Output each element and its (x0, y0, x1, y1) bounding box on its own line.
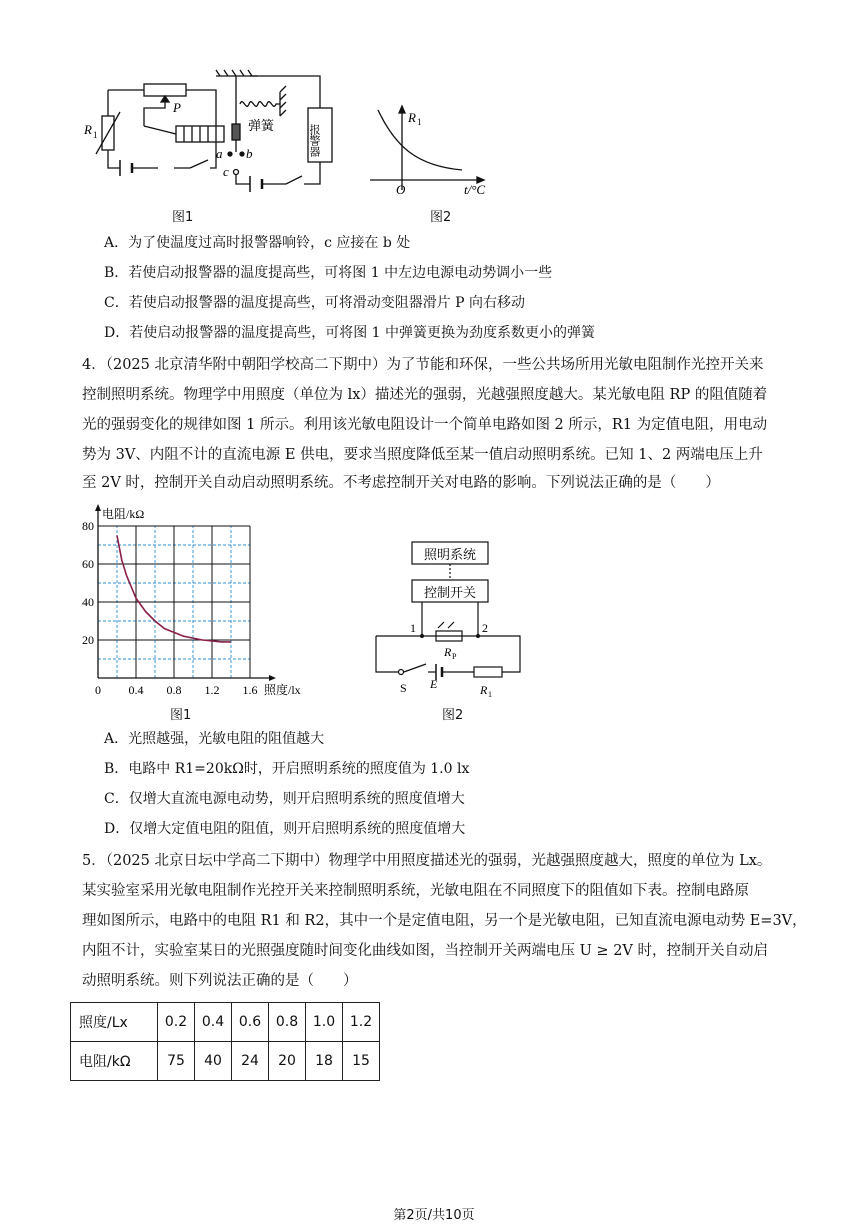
q5-line-1: 5．（2025 北京日坛中学高二下期中）物理学中用照度描述光的强弱，光越强照度越大，照度的单位为 Lx。 (82, 853, 772, 869)
q4-fig2-lighting-label: 照明系统 (423, 547, 477, 562)
y-tick-label: 60 (82, 557, 94, 571)
q3-fig1-r1-sub: 1 (93, 130, 98, 140)
q3-fig1-b-label: b (246, 146, 253, 161)
q5-line-5: 动照明系统。则下列说法正确的是（ ） (82, 973, 358, 989)
q4-line-4: 势为 3V、内阻不计的直流电源 E 供电，要求当照度降低至某一值启动照明系统。已知 1、2 两端电压上升 (82, 447, 763, 463)
q4-fig2-r1-sub: 1 (488, 690, 492, 699)
table-cell: 15 (343, 1042, 380, 1081)
q3-fig2-y-label: R (408, 110, 416, 125)
table-cell: 1.0 (306, 1003, 343, 1042)
x-tick-label: 0.8 (166, 683, 182, 697)
table-cell: 1.2 (343, 1003, 380, 1042)
q4-option-c: C．仅增大直流电源电动势，则开启照明系统的照度值增大 (104, 791, 465, 807)
q3-fig1-caption: 图1 (172, 210, 194, 225)
q4-fig2-circuit (370, 536, 540, 704)
q3-fig1-spring-label: 弹簧 (248, 118, 275, 133)
x-tick-label: 1.6 (242, 683, 258, 697)
table-cell: 0.4 (195, 1003, 232, 1042)
q4-line-1: 4．（2025 北京清华附中朝阳学校高二下期中）为了节能和环保，一些公共场所用光敏电阻制作光控开关来 (82, 357, 764, 373)
y-axis-arrow (95, 504, 101, 511)
q4-line-3: 光的强弱变化的规律如图 1 所示。利用该光敏电阻设计一个简单电路如图 2 所示，R1 为定值电阻，用电动 (82, 417, 768, 433)
y-axis-label: 电阻/kΩ (102, 507, 145, 521)
q3-fig1-alarm-label: 报警器 (308, 124, 320, 157)
q4-fig2-rp-sub: P (452, 652, 457, 661)
q4-line-5: 至 2V 时，控制开关自动启动照明系统。不考虑控制开关对电路的影响。下列说法正确的是（ ） (82, 475, 720, 491)
x-tick-label: 0.4 (128, 683, 144, 697)
q3-fig2-origin: O (396, 182, 406, 197)
y-tick-label: 80 (82, 519, 94, 533)
table-cell: 18 (306, 1042, 343, 1081)
y-tick-label: 40 (82, 595, 94, 609)
table-cell: 40 (195, 1042, 232, 1081)
table-cell: 24 (232, 1042, 269, 1081)
table-cell: 0.6 (232, 1003, 269, 1042)
table-header-resistance: 电阻/kΩ (71, 1042, 158, 1081)
q4-line-2: 控制照明系统。物理学中用照度（单位为 lx）描述光的强弱，光越强照度越大。某光敏电阻 RP 的阻值随着 (82, 387, 768, 403)
q4-fig2-s-label: S (400, 681, 407, 695)
q4-option-b: B．电路中 R1=20kΩ时，开启照明系统的照度值为 1.0 lx (104, 761, 470, 777)
q3-option-d: D．若使启动报警器的温度提高些，可将图 1 中弹簧更换为劲度系数更小的弹簧 (104, 325, 596, 341)
x-tick-label: 0 (95, 683, 101, 697)
q4-fig2-node-1: 1 (410, 621, 416, 635)
x-axis-arrow (269, 675, 276, 681)
q4-option-a: A．光照越强，光敏电阻的阻值越大 (104, 731, 325, 747)
q3-fig2-graph (366, 100, 506, 198)
q3-fig2-x-label: t/°C (464, 182, 486, 197)
q4-option-d: D．仅增大定值电阻的阻值，则开启照明系统的照度值增大 (104, 821, 466, 837)
page-footer: 第2页/共10页 (393, 1208, 475, 1223)
q3-fig1-c-label: c (223, 164, 229, 179)
table-cell: 0.2 (158, 1003, 195, 1042)
table-row (71, 1003, 380, 1042)
table-cell: 0.8 (269, 1003, 306, 1042)
x-tick-label: 1.2 (204, 683, 220, 697)
q4-fig2-control-label: 控制开关 (423, 585, 477, 600)
q4-fig1-caption: 图1 (170, 708, 192, 723)
q4-fig1-chart (72, 498, 332, 704)
table-cell: 20 (269, 1042, 306, 1081)
table-cell: 75 (158, 1042, 195, 1081)
q5-line-3: 理如图所示，电路中的电阻 R1 和 R2，其中一个是定值电阻，另一个是光敏电阻，已知直流电源电动势 E=3V， (82, 913, 807, 929)
q3-fig1-a-label: a (216, 146, 223, 161)
q4-fig2-r1-label: R (480, 683, 488, 697)
q3-option-a: A．为了使温度过高时报警器响铃，c 应接在 b 处 (104, 235, 411, 251)
table-row (71, 1042, 380, 1081)
x-axis-label: 照度/lx (264, 683, 301, 697)
q4-fig2-caption: 图2 (442, 708, 464, 723)
q4-fig2-node-2: 2 (482, 621, 488, 635)
q3-fig2-y-sub: 1 (417, 117, 422, 127)
q3-fig2-caption: 图2 (430, 210, 452, 225)
q4-fig2-e-label: E (430, 677, 438, 691)
y-tick-label: 20 (82, 633, 94, 647)
q5-line-2: 某实验室采用光敏电阻制作光控开关来控制照明系统，光敏电阻在不同照度下的阻值如下表。控制电路原 (82, 883, 749, 899)
q5-lux-table (70, 1002, 380, 1081)
q4-fig2-rp-label: R (444, 645, 452, 659)
q3-fig1-p-label: P (173, 100, 181, 115)
q3-option-b: B．若使启动报警器的温度提高些，可将图 1 中左边电源电动势调小一些 (104, 265, 553, 281)
q3-fig1-circuit (80, 68, 340, 198)
q3-fig1-r1-label: R (84, 122, 92, 137)
q5-line-4: 内阻不计，实验室某日的光照强度随时间变化曲线如图，当控制开关两端电压 U ≥ 2V 时，控制开关自动启 (82, 943, 768, 959)
table-header-lux: 照度/Lx (71, 1003, 158, 1042)
q3-option-c: C．若使启动报警器的温度提高些，可将滑动变阻器滑片 P 向右移动 (104, 295, 526, 311)
